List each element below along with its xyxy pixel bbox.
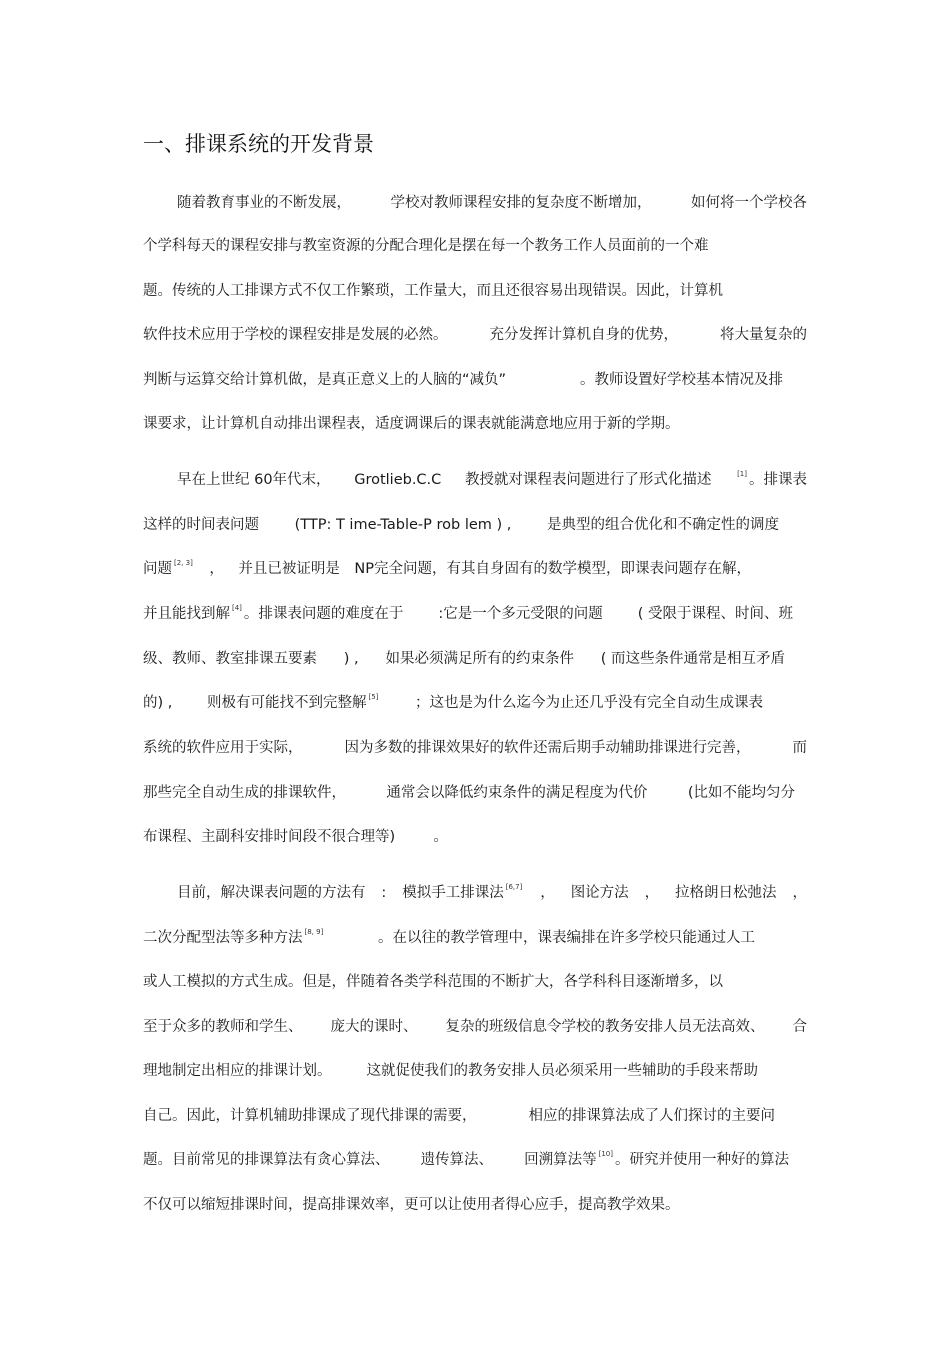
paragraph-1-line-6: [143, 414, 680, 434]
text-segment: 复杂的班级信息令学校的教务安排人员无法高效、: [445, 1019, 765, 1035]
text-segment: Grotlieb.C.C: [354, 472, 442, 488]
text-segment: 。排课表: [749, 472, 807, 488]
text-segment: 课要求，让计算机自动排出课程表，适度调课后的课表就能满意地应用于新的学期。: [143, 416, 680, 432]
text-segment: ，: [792, 885, 807, 901]
text-segment: 并且能找到解: [143, 606, 230, 622]
paragraph-2-line-7: [143, 738, 807, 758]
text-segment: 如何将一个学校各: [691, 195, 807, 211]
paragraph-3-line-8: [143, 1195, 680, 1215]
paragraph-3-line-6: [143, 1106, 775, 1126]
text-segment: 教授就对课程表问题进行了形式化描述: [464, 472, 712, 488]
paragraph-2-line-1: [177, 470, 807, 490]
paragraph-3-line-3: [143, 972, 723, 992]
paragraph-2-line-5: [143, 649, 785, 669]
text-segment: 则极有可能找不到完整解: [206, 695, 367, 711]
text-segment: (TTP: T ime-Table-P rob lem ) ,: [294, 517, 512, 533]
text-segment: 。排课表问题的难度在于: [243, 606, 404, 622]
text-segment: ( 受限于课程、时间、班: [637, 606, 793, 622]
text-segment: ( 而这些条件通常是相互矛盾: [600, 651, 785, 667]
paragraph-1-line-2: [143, 236, 709, 256]
text-segment: 将大量复杂的: [720, 327, 807, 343]
text-segment: :: [381, 885, 387, 901]
text-segment: 这样的时间表问题: [143, 517, 259, 533]
text-segment: 图论方法: [570, 885, 629, 901]
citation: [1]: [737, 470, 747, 478]
text-segment: 合: [792, 1019, 807, 1035]
text-segment: 。: [433, 829, 448, 845]
text-segment: 不仅可以缩短排课时间，提高排课效率，更可以让使用者得心应手，提高教学效果。: [143, 1197, 680, 1213]
paragraph-1-line-4: [143, 325, 807, 345]
text-segment: 学校对教师课程安排的复杂度不断增加，: [390, 195, 652, 211]
text-segment: 如果必须满足所有的约束条件: [385, 651, 574, 667]
paragraph-2-line-9: [143, 827, 448, 847]
paragraph-1-line-5: [143, 370, 783, 390]
text-segment: 是典型的组合优化和不确定性的调度: [546, 517, 779, 533]
text-segment: 充分发挥计算机自身的优势，: [489, 327, 678, 343]
text-segment: 的) ,: [143, 695, 173, 711]
text-segment: 回溯算法等: [524, 1152, 597, 1168]
text-segment: 问题: [143, 561, 172, 577]
text-segment: ，: [540, 885, 555, 901]
text-segment: 级、教师、教室排课五要素: [143, 651, 317, 667]
citation: [5]: [368, 693, 379, 701]
text-segment: 拉格朗日松弛法: [675, 885, 777, 901]
text-segment: 至于众多的教师和学生、: [143, 1019, 303, 1035]
text-segment: 因为多数的排课效果好的软件还需后期手动辅助排课进行完善，: [344, 740, 751, 756]
text-segment: 。在以往的教学管理中，课表编排在许多学校只能通过人工: [378, 930, 755, 946]
text-segment: :它是一个多元受限的问题: [438, 606, 603, 622]
paragraph-3-line-4: [143, 1017, 807, 1037]
text-segment: (比如不能均匀分: [687, 785, 795, 801]
text-segment: ，: [209, 561, 224, 577]
text-segment: 庞大的课时、: [330, 1019, 418, 1035]
text-segment: 遗传算法、: [420, 1152, 494, 1168]
paragraph-2-line-2: [143, 515, 779, 535]
text-segment: 目前，解决课表问题的方法有: [177, 885, 366, 901]
paragraph-1-line-1: [177, 193, 807, 213]
text-segment: 。研究并使用一种好的算法: [615, 1152, 789, 1168]
text-segment: 而: [792, 740, 807, 756]
citation: [6,7]: [505, 883, 523, 891]
text-segment: 这就促使我们的教务安排人员必须采用一些辅助的手段来帮助: [366, 1063, 758, 1079]
text-segment: 理地制定出相应的排课计划。: [143, 1063, 332, 1079]
text-segment: 二次分配型法等多种方法: [143, 930, 303, 946]
text-segment: 相应的排课算法成了人们探讨的主要问: [528, 1108, 775, 1124]
text-segment: 随着教育事业的不断发展，: [177, 195, 351, 211]
text-segment: 题。目前常见的排课算法有贪心算法、: [143, 1152, 390, 1168]
paragraph-2-line-8: [143, 783, 795, 803]
text-segment: 或人工模拟的方式生成。但是，伴随着各类学科范围的不断扩大，各学科科目逐渐增多，以: [143, 974, 723, 990]
text-segment: 软件技术应用于学校的课程安排是发展的必然。: [143, 327, 448, 343]
paragraph-1-line-3: [143, 281, 723, 301]
paragraph-3-line-7: [143, 1150, 789, 1170]
text-segment: ；这也是为什么迄今为止还几乎没有完全自动生成课表: [415, 695, 763, 711]
citation: [8, 9]: [304, 928, 324, 936]
text-segment: ，: [644, 885, 660, 901]
text-segment: 个学科每天的课程安排与教室资源的分配合理化是摆在每一个教务工作人员面前的一个难: [143, 238, 709, 254]
paragraph-2-line-4: [143, 604, 793, 624]
citation: [4]: [232, 604, 242, 612]
text-segment: 布课程、主副科安排时间段不很合理等): [143, 829, 396, 845]
text-segment: NP完全问题，有其自身固有的数学模型，即课表问题存在解，: [354, 561, 751, 577]
text-segment: 系统的软件应用于实际，: [143, 740, 303, 756]
citation: [10]: [598, 1150, 613, 1158]
text-segment: 自己。因此，计算机辅助排课成了现代排课的需要，: [143, 1108, 477, 1124]
text-segment: 早在上世纪 60年代末，: [177, 472, 331, 488]
text-segment: 判断与运算交给计算机做，是真正意义上的人脑的“减负”: [143, 372, 507, 388]
text-segment: 通常会以降低约束条件的满足程度为代价: [386, 785, 648, 801]
section-heading: 一、排课系统的开发背景: [143, 132, 374, 156]
paragraph-2-line-3: [143, 559, 751, 579]
paragraph-3-line-2: [143, 928, 755, 948]
paragraph-2-line-6: [143, 693, 763, 713]
paragraph-3-line-5: [143, 1061, 758, 1081]
text-segment: 。教师设置好学校基本情况及排: [580, 372, 783, 388]
text-segment: 题。传统的人工排课方式不仅工作繁琐，工作量大，而且还很容易出现错误。因此，计算机: [143, 283, 723, 299]
paragraph-3-line-1: [177, 883, 807, 903]
text-segment: ) ,: [343, 651, 359, 667]
text-segment: 并且已被证明是: [238, 561, 340, 577]
text-segment: 模拟手工排课法: [402, 885, 504, 901]
citation: [2, 3]: [174, 559, 193, 567]
text-segment: 那些完全自动生成的排课软件，: [143, 785, 346, 801]
